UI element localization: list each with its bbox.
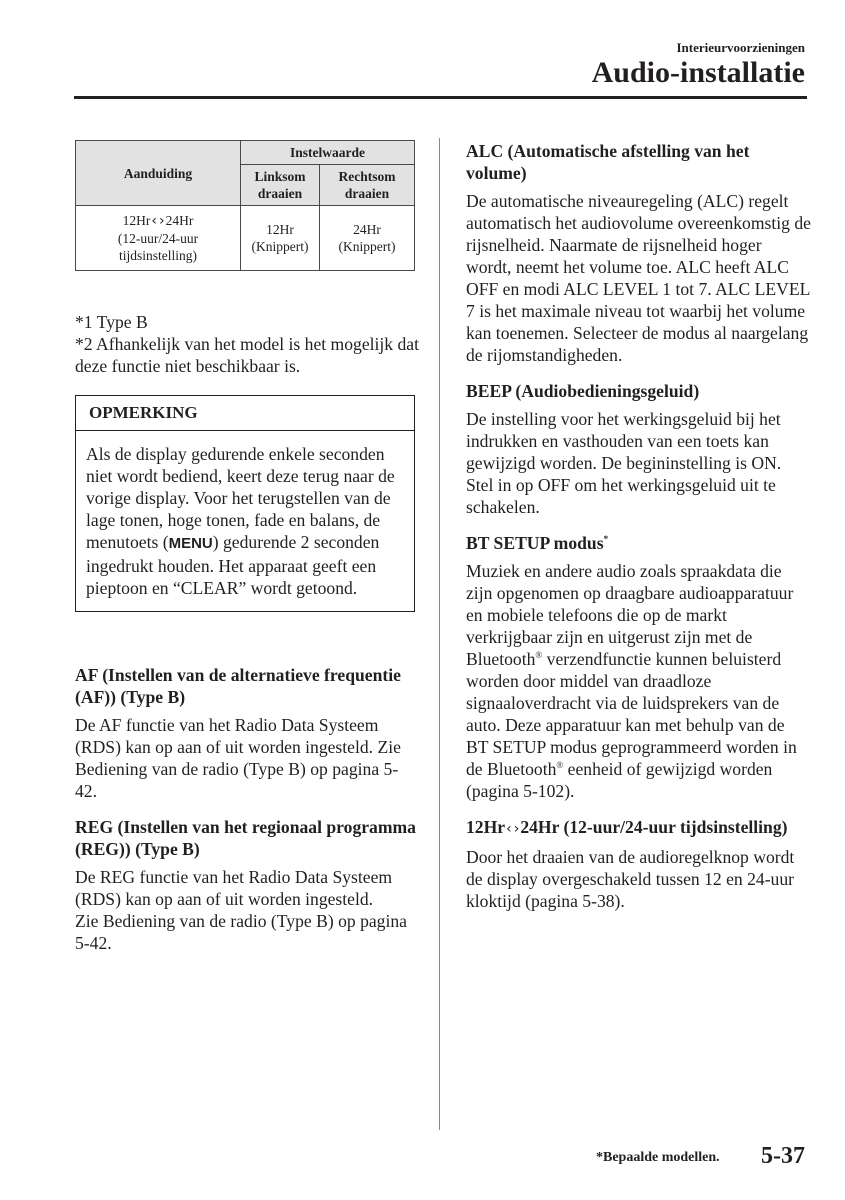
af-body: De AF functie van het Radio Data Systeem (RDS) kan op aan of uit worden ingesteld. Zie Bediening van de radio (Type B) op pagina 5-42. (75, 715, 401, 801)
bt-heading-mark: * (603, 534, 609, 545)
registered-mark-1: ® (535, 650, 543, 661)
alc-body: De automatische niveauregeling (ALC) regelt automatisch het audiovolume overeenkomstig de rijsnelheid. Naarmate de rijsnelheid hoger wordt, neemt het volume toe. ALC heeft ALC OFF en modi ALC LEVEL 1 tot 7. ALC LEVEL 7 is het maximale niveau tot waarbij het volume kan toenemen. Selecteer de modus al naargelang de rijomstandigheden. (466, 191, 811, 365)
table-header-designation: Aanduiding (76, 141, 241, 206)
af-heading: AF (Instellen van de alternatieve frequentie (AF)) (Type B) (75, 665, 401, 707)
reg-section (75, 816, 420, 954)
alc-section (466, 140, 811, 366)
reg-body-1: De REG functie van het Radio Data Systeem (RDS) kan op aan of uit worden ingesteld. (75, 867, 393, 909)
footnote-2: *2 Afhankelijk van het model is het mogelijk dat deze functie niet beschikbaar is. (75, 334, 419, 376)
header-rule (74, 96, 807, 99)
bt-body-c: eenheid of gewijzigd worden (pagina 5-102). (466, 759, 773, 801)
page-title: Audio-installatie (591, 56, 805, 89)
beep-heading: BEEP (Audiobedieningsgeluid) (466, 381, 700, 401)
chevron-left-icon: ‹ (151, 213, 157, 229)
bt-body-a: Muziek en andere audio zoals spraakdata die zijn opgenomen op draagbare audioapparatuur en mobiele telefoons die op de markt verkrijgbaar zijn en uitgerust zijn met de Bluetooth (466, 561, 794, 669)
clock-section (466, 816, 811, 912)
table-header-clockwise: Rechtsom draaien (320, 165, 415, 206)
footnote-1: *1 Type B (75, 312, 148, 332)
clock-heading-a: 12Hr (466, 817, 506, 837)
bt-body-b: verzendfunctie kunnen beluisterd worden door middel van draadloze signaaloverdracht via de luidsprekers van de auto. Deze apparatuur kan met behulp van de BT SETUP modus geprogrammeerd worden in de Bluetooth (466, 649, 797, 779)
chevron-right-icon: › (159, 213, 165, 229)
footer-note: *Bepaalde modellen. (596, 1150, 720, 1165)
table-header-setting-value: Instelwaarde (241, 141, 415, 165)
clock-setting-description: (12-uur/24-uur tijdsinstelling) (117, 231, 199, 263)
reg-body-2: Zie Bediening van de radio (Type B) op pagina 5-42. (75, 911, 407, 953)
note-text-before: Als de display gedurende enkele seconden niet wordt bediend, keert deze terug naar de vorige display. Voor het terugstellen van de lage tonen, hoge tonen, fade en balans, de menutoets ( (86, 444, 395, 552)
clock-24hr-label: 24Hr (165, 213, 194, 228)
clock-12hr-label: 12Hr (122, 213, 151, 228)
left-column (75, 140, 420, 968)
bt-section (466, 532, 811, 802)
footnotes (75, 311, 420, 377)
reg-heading: REG (Instellen van het regionaal programma (REG)) (Type B) (75, 817, 416, 859)
beep-section (466, 380, 811, 518)
chevron-right-icon: › (513, 821, 520, 837)
beep-body: De instelling voor het werkingsgeluid bij het indrukken en vasthouden van een toets kan gewijzigd worden. De begininstelling is ON. Stel in op OFF om het werkingsgeluid uit te schakelen. (466, 409, 782, 517)
settings-table (75, 140, 415, 271)
right-column (466, 140, 811, 926)
menu-key-label: MENU (168, 535, 213, 552)
clock-body: Door het draaien van de audioregelknop wordt de display overgeschakeld tussen 12 en 24-uur kloktijd (pagina 5-38). (466, 847, 795, 911)
bt-heading (466, 532, 811, 554)
chevron-left-icon: ‹ (506, 821, 512, 837)
bt-body (466, 560, 811, 802)
clock-heading (466, 816, 811, 840)
section-label: Interieurvoorzieningen (676, 40, 805, 55)
registered-mark-2: ® (556, 760, 564, 771)
af-section (75, 664, 420, 802)
table-cell-designation (76, 206, 241, 271)
table-cell-clockwise: 24Hr (Knippert) (320, 206, 415, 271)
alc-heading: ALC (Automatische afstelling van het volume) (466, 141, 750, 183)
page-number: 5-37 (761, 1143, 805, 1169)
note-box (75, 395, 415, 612)
note-title: OPMERKING (76, 396, 414, 431)
clock-heading-b: 24Hr (12-uur/24-uur tijdsinstelling) (520, 817, 788, 837)
table-cell-counterclockwise: 12Hr (Knippert) (241, 206, 320, 271)
bt-heading-text: BT SETUP modus (466, 533, 604, 553)
note-body (76, 431, 414, 611)
column-divider (439, 138, 440, 1130)
note-text-after: ) gedurende 2 seconden ingedrukt houden. Het apparaat geeft een pieptoon en “CLEAR” wordt getoond. (86, 532, 380, 598)
table-header-counterclockwise: Linksom draaien (241, 165, 320, 206)
